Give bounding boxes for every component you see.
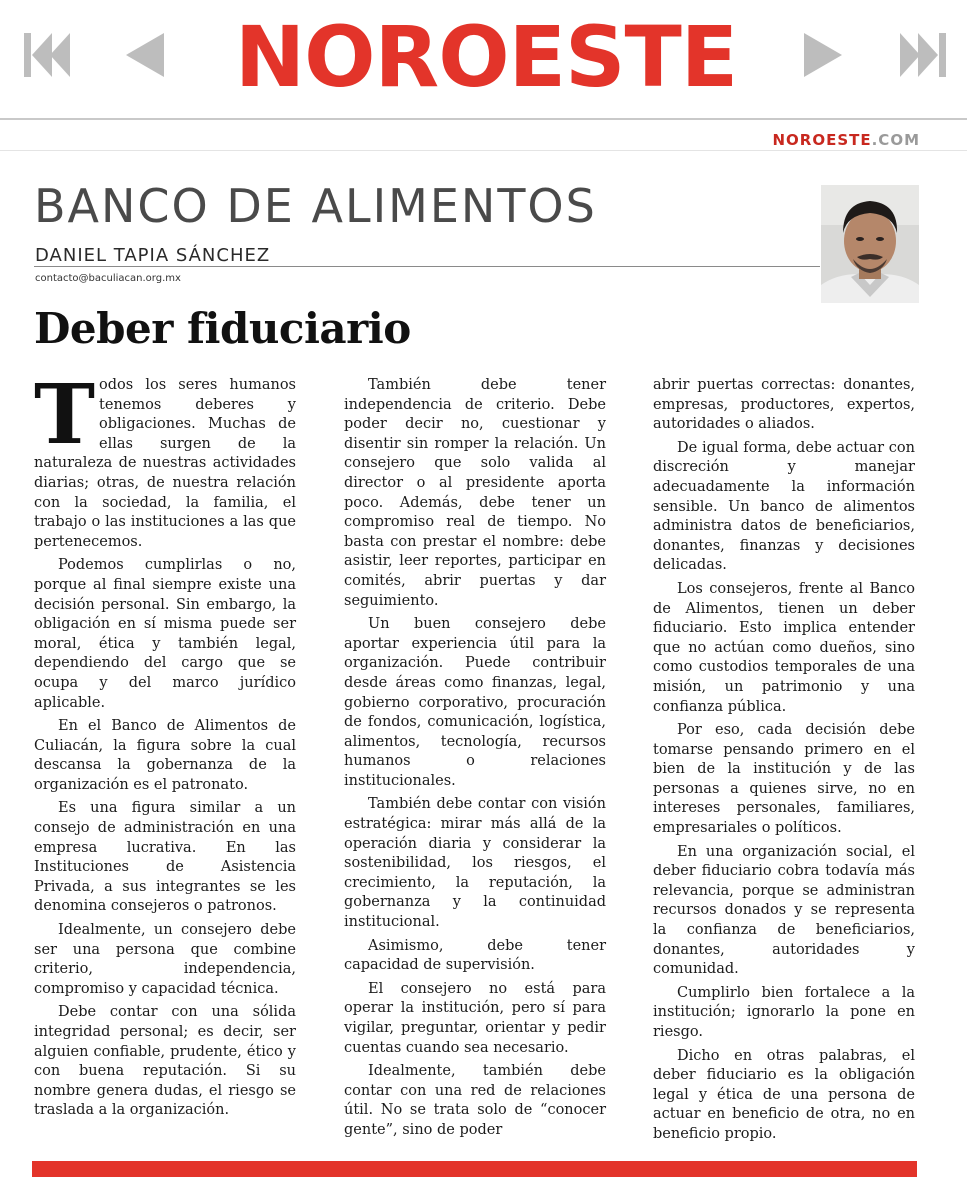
paragraph: Debe contar con una sólida integridad personal; es decir, ser alguien confiable, prudente, ético y con buena reputación. Si su nombre genera dudas, el riesgo se traslada a la organización. [34,1004,296,1119]
paragraph: En el Banco de Alimentos de Culiacán, la figura sobre la cual descansa la gobernanza de la organización es el patronato. [34,718,296,793]
next-icon[interactable] [802,31,844,79]
top-bar [0,0,967,120]
article-column-2 [344,376,606,1145]
paragraph: De igual forma, debe actuar con discreción y manejar adecuadamente la información sensible. Un banco de alimentos administra datos de beneficiarios, donantes, finanzas y decisiones delicadas. [653,439,915,574]
article-headline: Deber fiduciario [34,304,411,353]
paragraph: Por eso, cada decisión debe tomarse pensando primero en el bien de la institución y de las personas a quienes sirve, no en intereses personales, familiares, empresariales o políticos. [653,722,915,837]
paragraph: Podemos cumplirlas o no, porque al final siempre existe una decisión personal. Sin embargo, la obligación en sí misma puede ser moral, ética y también legal, dependiendo del cargo que se ocupa y del marco jurídico aplicable. [34,557,296,711]
drop-cap: T [34,367,96,463]
paragraph: El consejero no está para operar la institución, pero sí para vigilar, preguntar, orientar y pedir cuentas cuando sea necesario. [344,980,606,1056]
masthead-logo[interactable]: NOROESTE [234,8,738,106]
paragraph [34,367,296,552]
footer-bar [32,1161,917,1177]
paragraph: abrir puertas correctas: donantes, empresas, productores, expertos, autoridades o aliados. [653,377,915,433]
masthead-divider [0,118,967,120]
paragraph: Es una figura similar a un consejo de administración en una empresa lucrativa. En las Instituciones de Asistencia Privada, a sus integrantes se les denomina consejeros o patronos. [34,800,296,915]
skip-back-icon[interactable] [24,31,74,79]
paragraph: En una organización social, el deber fiduciario cobra todavía más relevancia, porque se administran recursos donados y se representa la confianza de beneficiarios, donantes, autoridades y comunidad. [653,843,915,978]
site-url-tld: .COM [871,131,920,149]
site-url-brand: NOROESTE [772,131,872,149]
paragraph: Idealmente, también debe contar con una red de relaciones útil. No se trata solo de “conocer gente”, sino de poder [344,1063,606,1138]
author-name: DANIEL TAPIA SÁNCHEZ [35,245,271,266]
article-column-3 [653,376,915,1149]
paragraph: Los consejeros, frente al Banco de Alimentos, tienen un deber fiduciario. Esto implica entender que no actúan como dueños, sino como custodios temporales de una misión, un patrimonio y una confianza pública. [653,580,915,715]
article-column-1 [34,367,296,1125]
paragraph-text: odos los seres humanos tenemos deberes y obligaciones. Muchas de ellas surgen de la naturaleza de nuestras actividades diarias; otras, de nuestra relación con la sociedad, la familia, el trabajo o las instituciones a las que pertenecemos. [34,377,296,550]
author-photo [821,185,919,303]
paragraph: Idealmente, un consejero debe ser una persona que combine criterio, independencia, compromiso y capacidad técnica. [34,922,296,997]
paragraph: Un buen consejero debe aportar experiencia útil para la organización. Puede contribuir desde áreas como finanzas, legal, gobierno corporativo, procuración de fondos, comunicación, logística, alimentos, tecnología, recursos humanos o relaciones institucionales. [344,616,606,789]
section-title: BANCO DE ALIMENTOS [34,179,597,233]
paragraph: También debe tener independencia de criterio. Debe poder decir no, cuestionar y disentir sin romper la relación. Un consejero que solo valida al director o al presidente aporta poco. Además, debe tener un compromiso real de tiempo. No basta con prestar el nombre: debe asistir, leer reportes, participar en comités, abrir puertas y dar seguimiento. [344,377,606,609]
header-divider [0,150,967,151]
paragraph: Asimismo, debe tener capacidad de supervisión. [344,937,606,974]
paragraph: Cumplirlo bien fortalece a la institución; ignorarlo la pone en riesgo. [653,984,915,1040]
author-divider [34,266,820,267]
previous-icon[interactable] [124,31,166,79]
paragraph: Dicho en otras palabras, el deber fiduciario es la obligación legal y ética de una persona de actuar en beneficio de otra, no en beneficio propio. [653,1047,915,1142]
skip-forward-icon[interactable] [896,31,946,79]
author-email[interactable]: contacto@baculiacan.org.mx [35,273,181,284]
paragraph: También debe contar con visión estratégica: mirar más allá de la operación diaria y considerar la sostenibilidad, los riesgos, el crecimiento, la reputación, la gobernanza y la continuidad institucional. [344,796,606,931]
site-url[interactable] [740,131,920,149]
